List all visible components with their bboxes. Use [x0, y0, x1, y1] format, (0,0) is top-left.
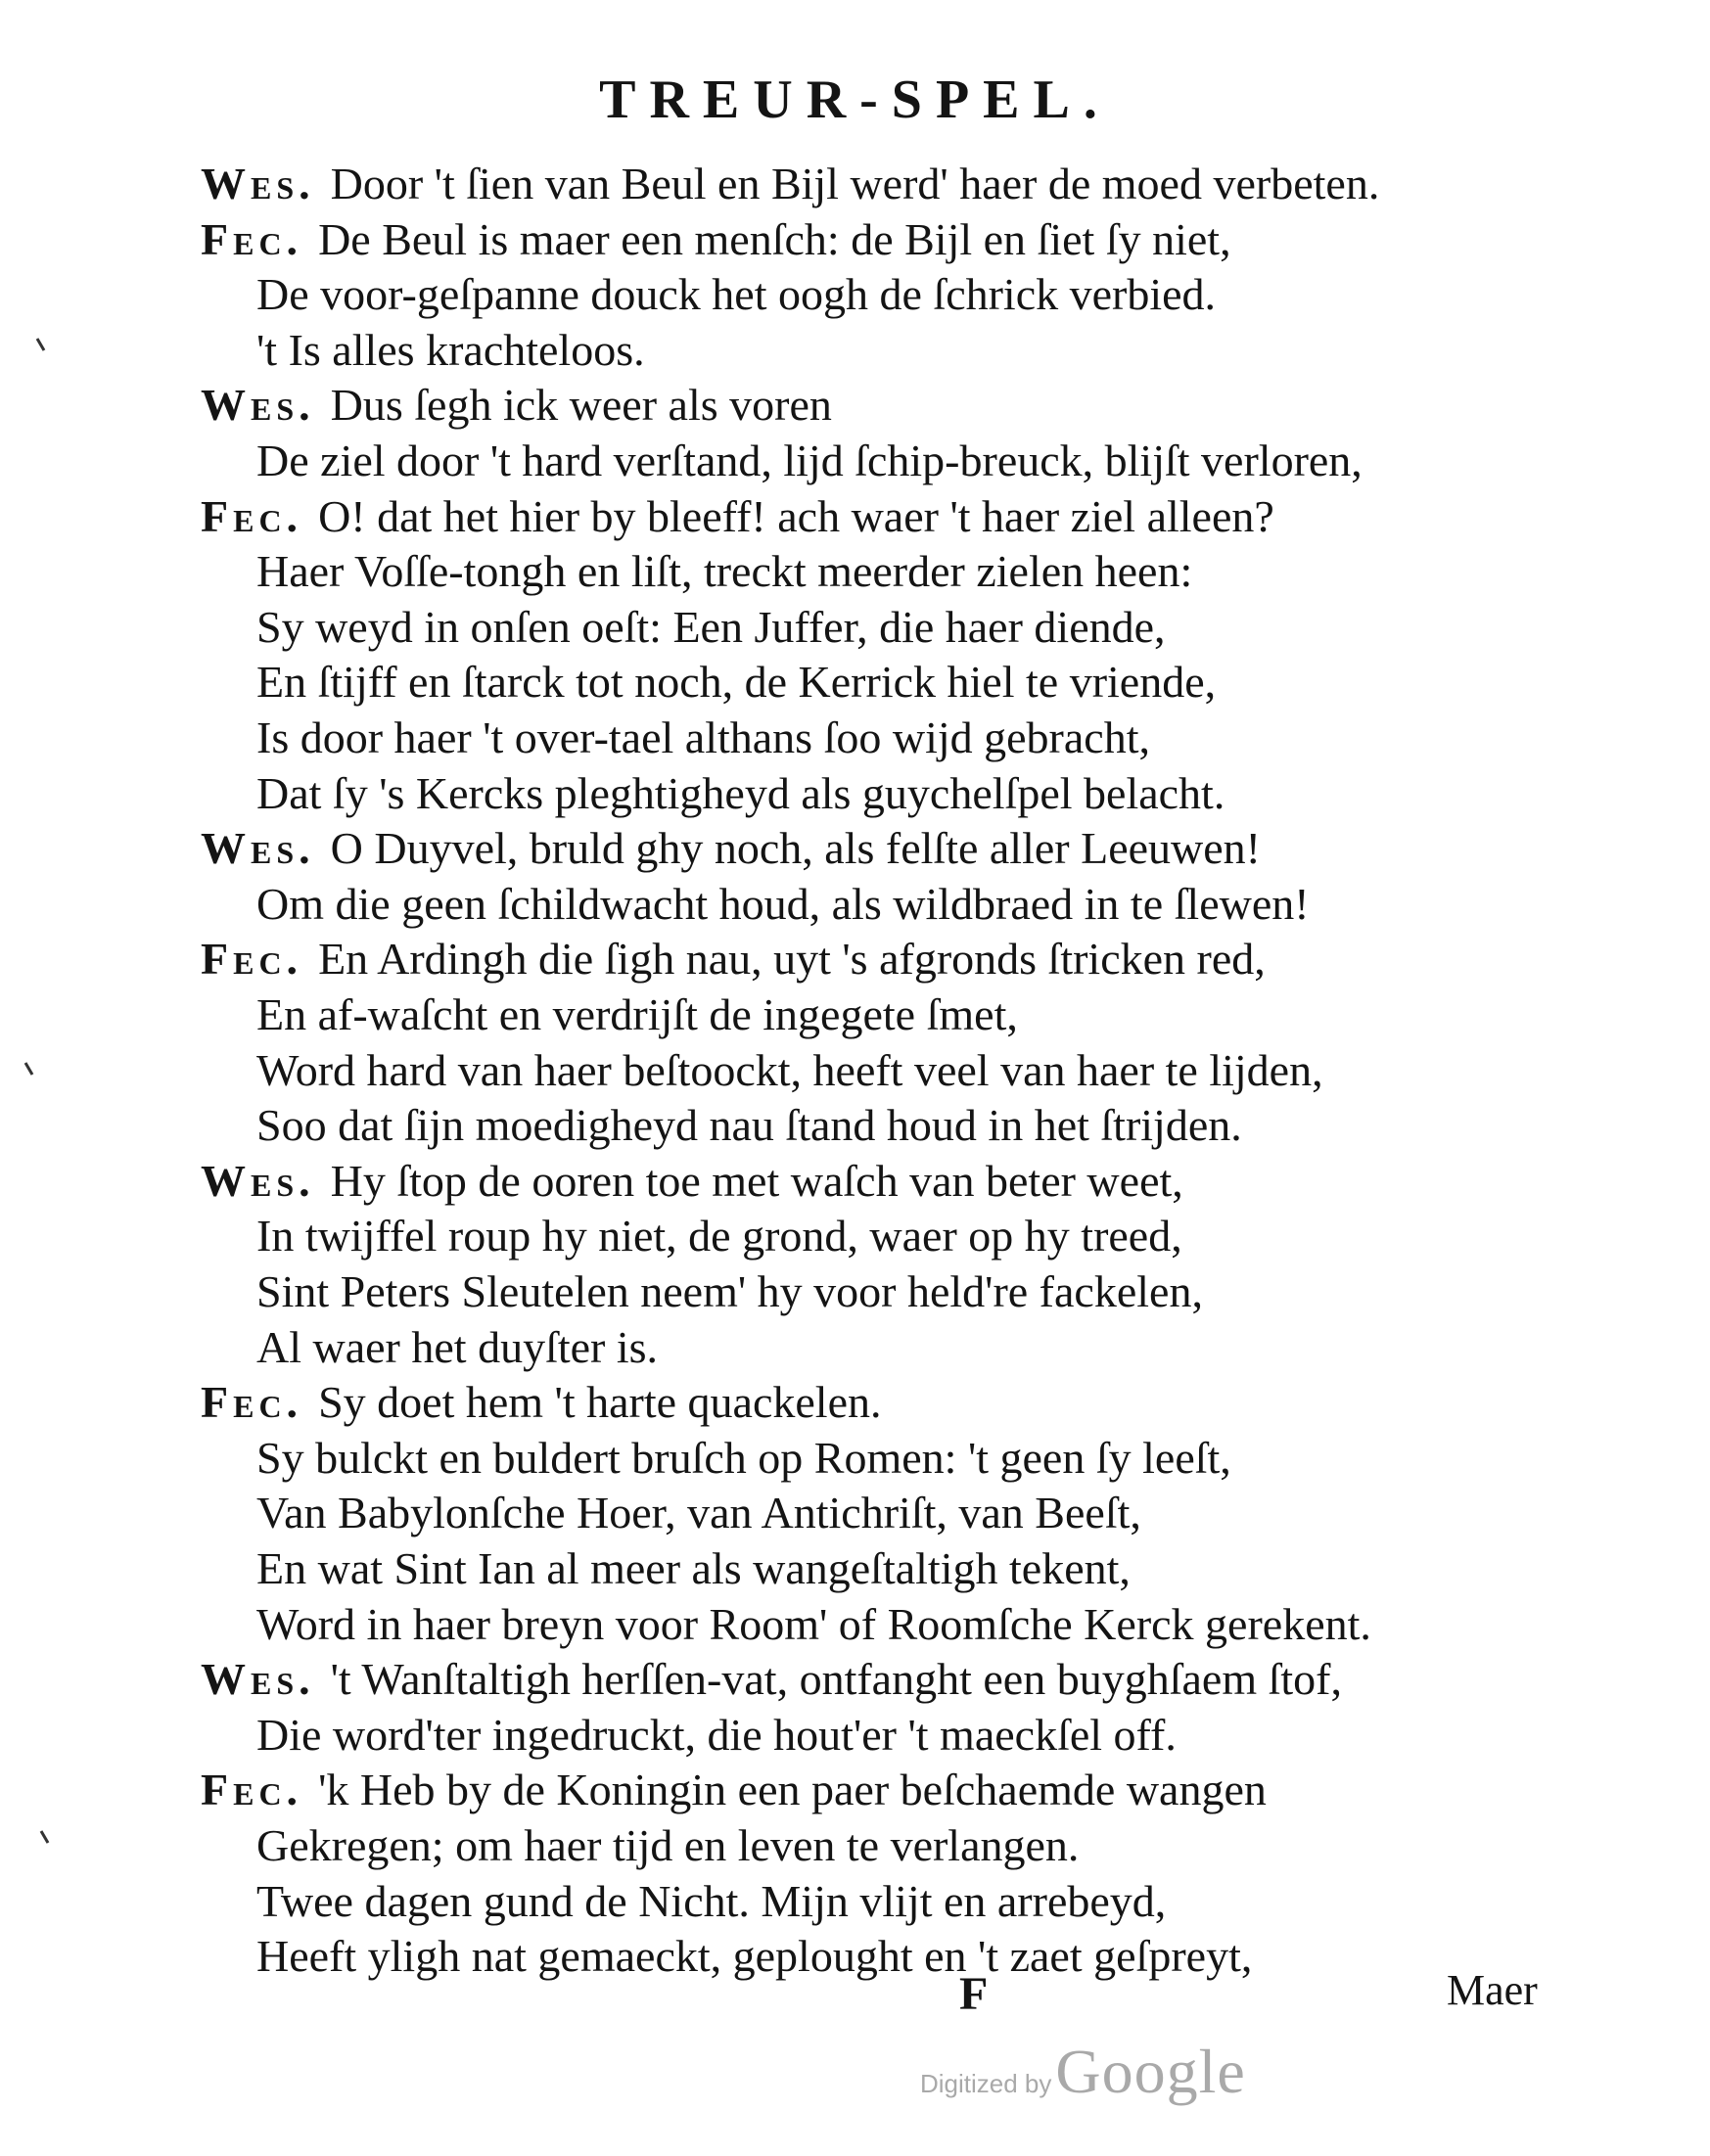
verse-line: [201, 1375, 882, 1430]
verse-line: [256, 711, 1150, 765]
verse-text: En af-waſcht en verdrijſt de ingegete ſmet,: [256, 989, 1018, 1039]
verse-text: Van Babylonſche Hoer, van Antichriſt, van Beeſt,: [256, 1488, 1141, 1538]
verse-line: [201, 1763, 1267, 1817]
verse-line: [256, 1043, 1323, 1098]
running-head: TREUR-SPEL.: [599, 69, 1111, 130]
verse-line: [256, 766, 1225, 821]
verse-line: [201, 932, 1266, 986]
verse-text: Hy ſtop de ooren toe met waſch van beter weet,: [330, 1155, 1183, 1206]
verse-line: [256, 1541, 1131, 1596]
verse-text: Sy bulckt en buldert bruſch op Romen: 't geen ſy leeſt,: [256, 1432, 1231, 1483]
margin-speck: [24, 1062, 34, 1076]
verse-line: [256, 600, 1166, 655]
verse-line: [256, 1486, 1141, 1540]
signature-mark: F: [959, 1968, 989, 2020]
speaker-label: Fec.: [201, 1377, 303, 1428]
catchword: Maer: [1447, 1966, 1538, 2014]
verse-line: [201, 212, 1231, 267]
verse-text: In twijffel roup hy niet, de grond, waer op hy treed,: [256, 1211, 1182, 1261]
verse-line: [256, 1597, 1371, 1652]
verse-text: De ziel door 't hard verſtand, lijd ſchip-breuck, blijſt verloren,: [256, 436, 1363, 485]
verse-text: Soo dat ſijn moedigheyd nau ſtand houd in het ſtrijden.: [256, 1100, 1242, 1151]
verse-text: Gekregen; om haer tijd en leven te verlangen.: [256, 1820, 1080, 1870]
verse-text: Sy weyd in onſen oeſt: Een Juffer, die haer diende,: [256, 601, 1166, 652]
speaker-label: Wes.: [201, 1654, 315, 1705]
verse-text: O Duyvel, bruld ghy noch, als felſte aller Leeuwen!: [330, 823, 1261, 874]
verse-text: Twee dagen gund de Nicht. Mijn vlijt en arrebeyd,: [256, 1875, 1167, 1926]
verse-line: [201, 489, 1274, 544]
verse-text: En Ardingh die ſigh nau, uyt 's afgronds ſtricken red,: [318, 934, 1266, 985]
verse-line: [256, 1874, 1166, 1929]
speaker-label: Wes.: [201, 159, 315, 208]
verse-line: [201, 821, 1261, 876]
speaker-label: Fec.: [201, 1765, 303, 1815]
speaker-label: Wes.: [201, 823, 315, 874]
verse-text: Al waer het duyſter is.: [256, 1321, 659, 1372]
verse-text: O! dat het hier by bleeff! ach waer 't haer ziel alleen?: [318, 490, 1274, 541]
watermark-prefix: Digitized by: [920, 2069, 1052, 2098]
verse-text: En wat Sint Ian al meer als wangeſtaltigh tekent,: [256, 1543, 1131, 1593]
verse-line: [201, 378, 832, 433]
verse-text: Die word'ter ingedruckt, die hout'er 't maeckſel off.: [256, 1709, 1177, 1760]
speaker-label: Wes.: [201, 1155, 315, 1206]
digitized-watermark: [920, 2036, 1246, 2108]
verse-text: 't Wanſtaltigh herſſen-vat, ontfanght een buyghſaem ſtof,: [330, 1654, 1342, 1705]
verse-text: 'k Heb by de Koningin een paer beſchaemde wangen: [318, 1765, 1267, 1815]
speaker-label: Fec.: [201, 490, 303, 541]
verse-text: Door 't ſien van Beul en Bijl werd' haer de moed verbeten.: [330, 159, 1380, 208]
verse-text: Word hard van haer beſtoockt, heeft veel van haer te lijden,: [256, 1044, 1323, 1095]
verse-line: [256, 1708, 1177, 1763]
verse-text: De voor-geſpanne douck het oogh de ſchrick verbied.: [256, 269, 1217, 320]
verse-text: En ſtijff en ſtarck tot noch, de Kerrick hiel te vriende,: [256, 657, 1217, 708]
margin-speck: [36, 338, 46, 351]
verse-line: [201, 1652, 1342, 1707]
speaker-label: Wes.: [201, 380, 315, 431]
verse-text: 't Is alles krachteloos.: [256, 324, 645, 375]
verse-text: De Beul is maer een menſch: de Bijl en ſiet ſy niet,: [318, 213, 1231, 264]
verse-line: [256, 655, 1216, 710]
verse-line: [201, 157, 1379, 211]
watermark-brand: Google: [1055, 2037, 1246, 2106]
speaker-label: Fec.: [201, 213, 303, 264]
verse-text: Dus ſegh ick weer als voren: [330, 380, 832, 431]
verse-text: Sy doet hem 't harte quackelen.: [318, 1377, 882, 1428]
verse-line: [256, 1264, 1203, 1319]
margin-speck: [40, 1830, 50, 1844]
verse-line: [256, 323, 645, 378]
verse-line: [256, 1320, 658, 1375]
verse-line: [256, 1929, 1252, 1984]
verse-line: [256, 1209, 1182, 1263]
verse-text: Is door haer 't over-tael althans ſoo wijd gebracht,: [256, 712, 1150, 762]
verse-text: Sint Peters Sleutelen neem' hy voor held're fackelen,: [256, 1266, 1203, 1316]
speaker-label: Fec.: [201, 934, 303, 985]
verse-line: [256, 544, 1192, 599]
verse-text: Haer Voſſe-tongh en liſt, treckt meerder zielen heen:: [256, 546, 1193, 597]
verse-line: [256, 877, 1310, 932]
verse-text: Om die geen ſchildwacht houd, als wildbraed in te ſlewen!: [256, 878, 1310, 929]
verse-text: Dat ſy 's Kercks pleghtigheyd als guychelſpel belacht.: [256, 767, 1225, 818]
verse-line: [201, 1154, 1183, 1209]
verse-line: [256, 987, 1018, 1042]
verse-line: [256, 1431, 1231, 1486]
verse-line: [256, 1818, 1079, 1873]
verse-text: Heeft yligh nat gemaeckt, geplought en 't zaet geſpreyt,: [256, 1931, 1253, 1982]
verse-line: [256, 434, 1363, 488]
verse-line: [256, 1098, 1242, 1153]
verse-line: [256, 267, 1216, 322]
verse-text: Word in haer breyn voor Room' of Roomſche Kerck gerekent.: [256, 1598, 1371, 1649]
